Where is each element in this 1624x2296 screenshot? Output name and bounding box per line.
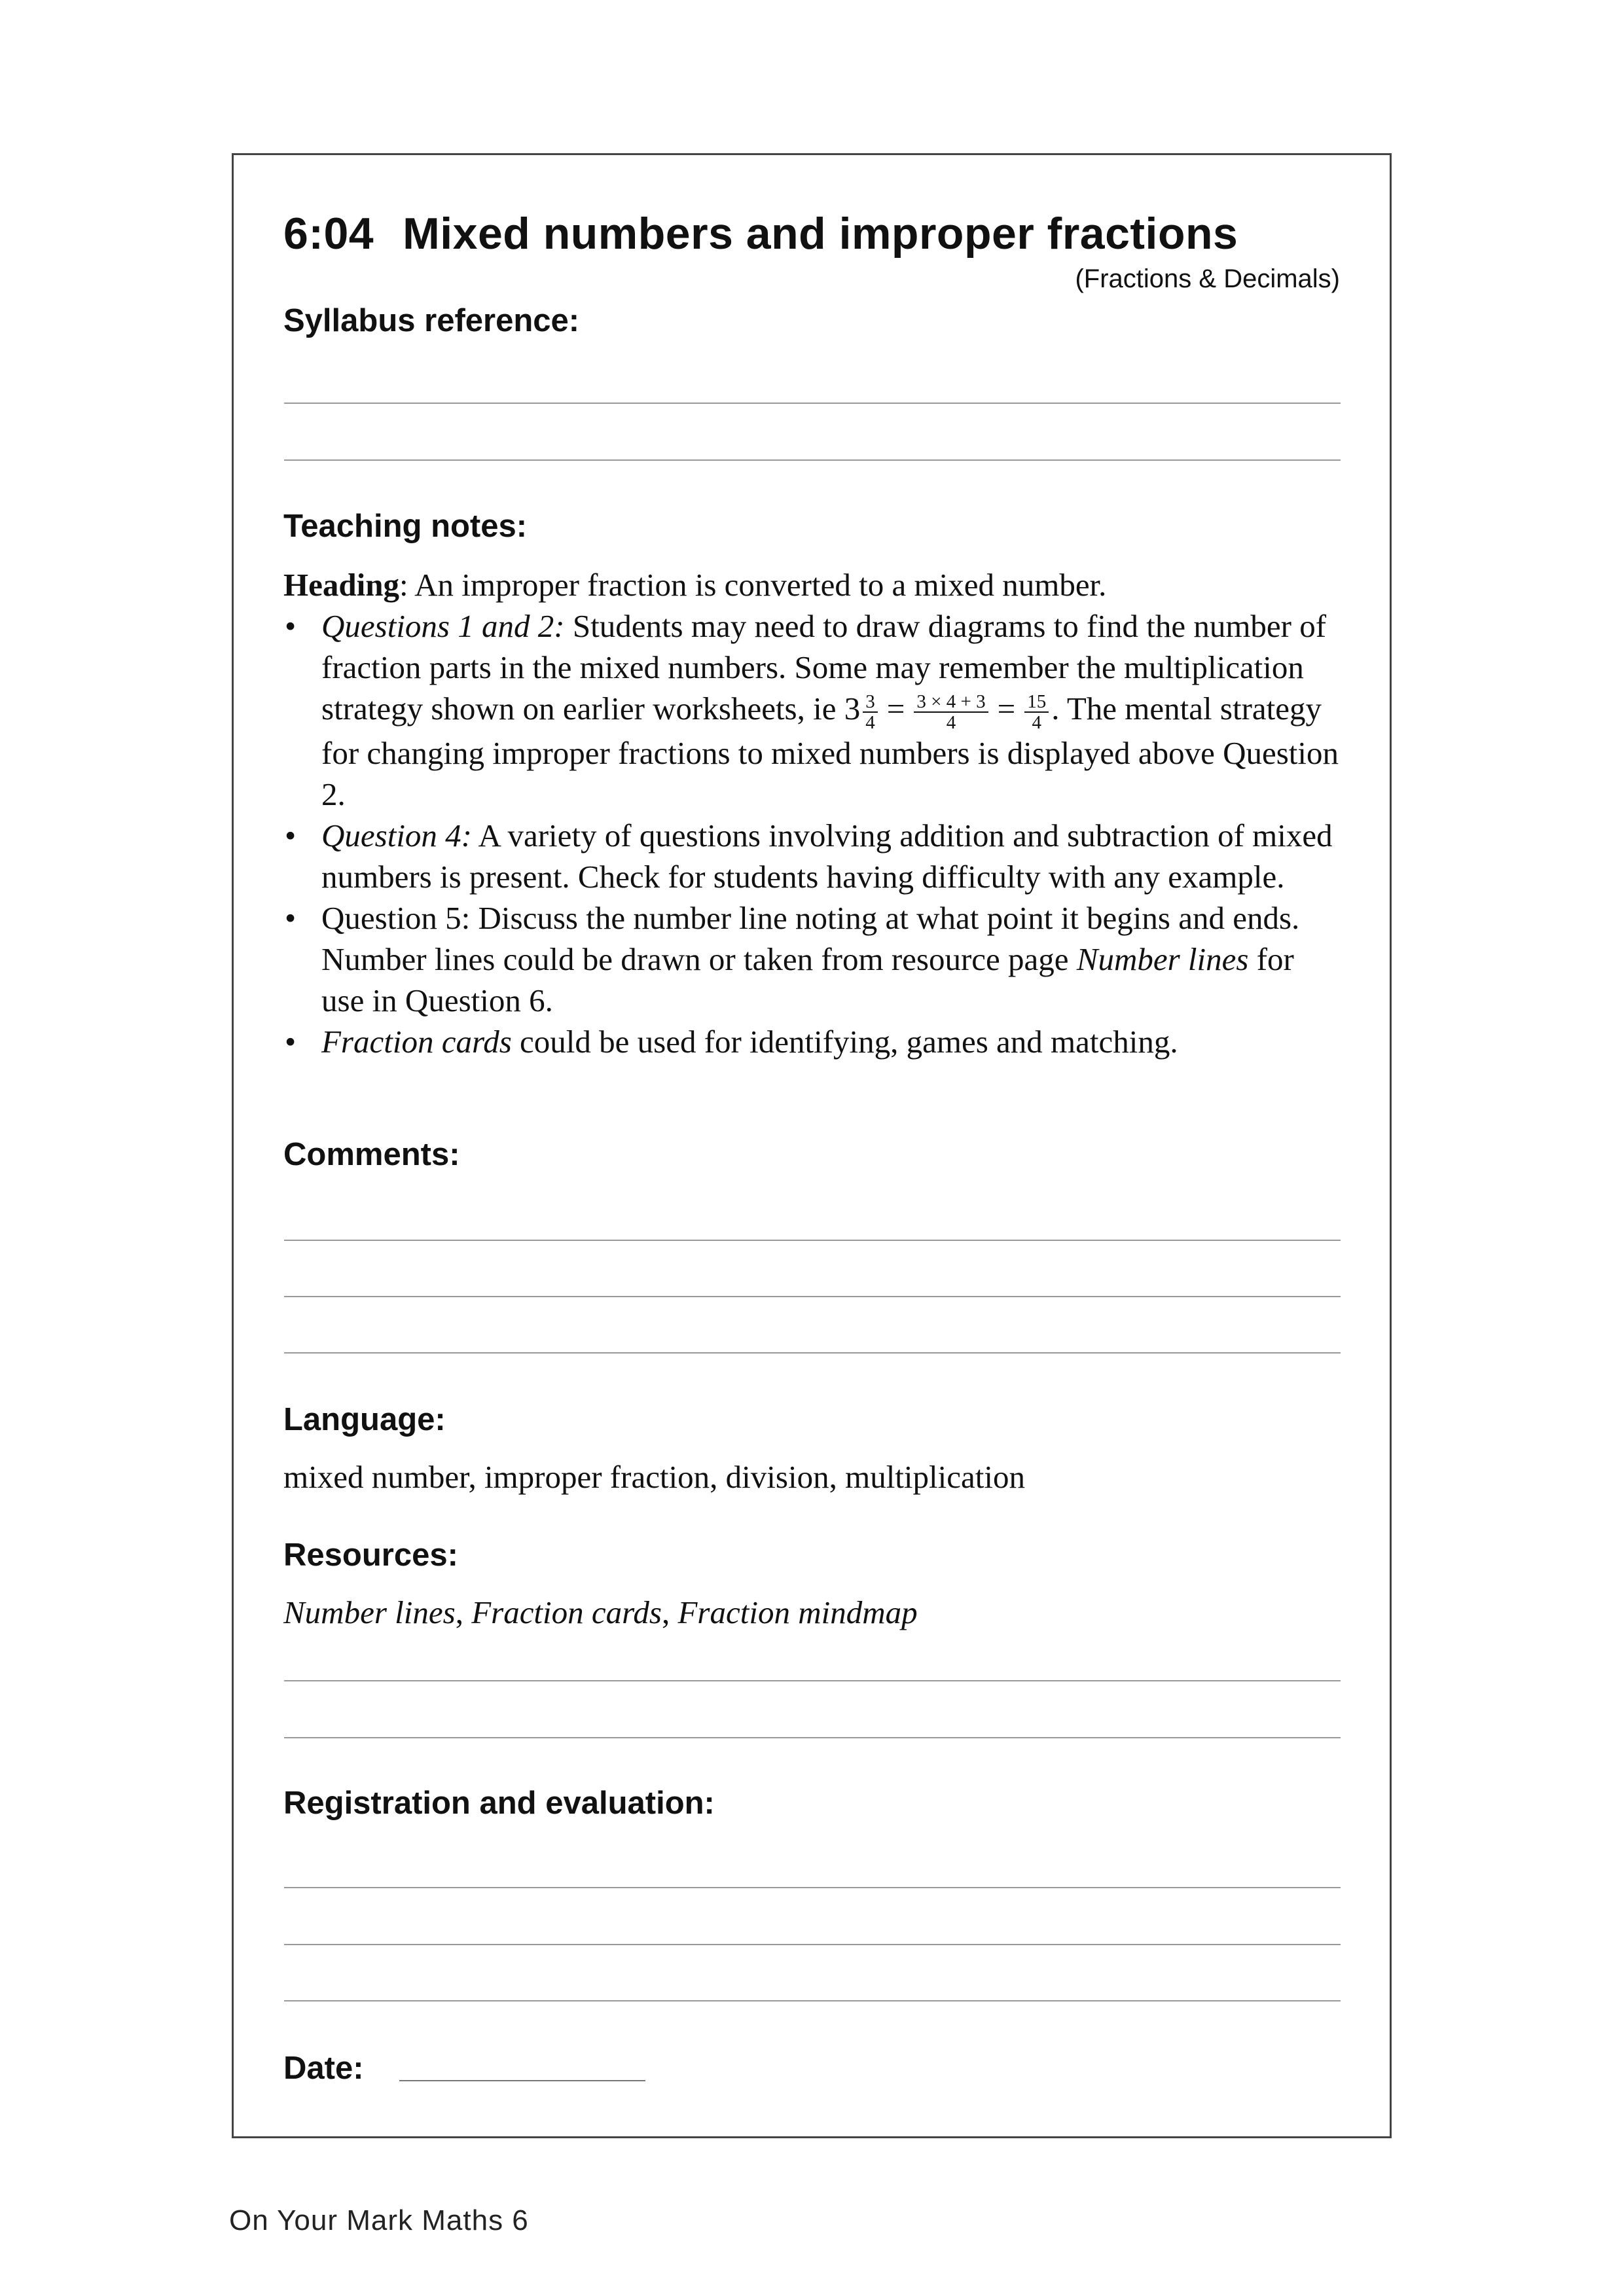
note-q12-text-b: . The mental strategy for changing improper fractions to mixed numbers is displayed above Question 2. xyxy=(321,691,1339,812)
resources-line-2 xyxy=(284,1737,1341,1738)
fraction-three-quarters xyxy=(863,692,878,732)
note-q4-label: Question 4: xyxy=(321,817,472,853)
note-q4-text: A variety of questions involving addition and subtraction of mixed numbers is present. Check for students having difficulty with any example. xyxy=(321,817,1333,895)
resources-list xyxy=(283,1592,1341,1633)
heading-note-text: : An improper fraction is converted to a mixed number. xyxy=(399,567,1107,603)
heading-note xyxy=(283,564,1341,605)
resource-fraction-mindmap: Fraction mindmap xyxy=(677,1594,918,1630)
strand-label: (Fractions & Decimals) xyxy=(1075,264,1340,293)
fraction-fifteen-quarters xyxy=(1024,692,1049,732)
note-fc-resource: Fraction cards xyxy=(321,1023,512,1060)
equals-sign: = xyxy=(886,691,905,726)
note-q5-text-b: for use in Question 6. xyxy=(321,941,1294,1018)
fraction-denominator: 4 xyxy=(946,711,956,733)
equals-sign: = xyxy=(997,691,1016,726)
syllabus-heading: Syllabus reference: xyxy=(283,303,580,338)
date-line xyxy=(399,2080,645,2081)
note-fraction-cards xyxy=(283,1021,1341,1062)
footer-text: On Your Mark Maths 6 xyxy=(229,2204,529,2236)
fraction-numerator: 3 × 4 + 3 xyxy=(914,692,988,713)
note-q12-label: Questions 1 and 2: xyxy=(321,608,565,644)
teaching-notes-heading: Teaching notes: xyxy=(283,509,528,544)
registration-line-1 xyxy=(284,1887,1341,1888)
resource-separator: , xyxy=(661,1594,678,1630)
fraction-denominator: 4 xyxy=(1032,711,1041,733)
resources-heading: Resources: xyxy=(283,1537,458,1573)
registration-heading: Registration and evaluation: xyxy=(283,1785,715,1821)
note-questions-1-2 xyxy=(283,605,1341,815)
comments-line-2 xyxy=(284,1296,1341,1297)
note-fc-text: could be used for identifying, games and matching. xyxy=(511,1023,1178,1060)
worksheet-title: Mixed numbers and improper fractions xyxy=(403,209,1238,259)
heading-note-label: Heading xyxy=(283,567,399,603)
date-label: Date: xyxy=(283,2051,364,2086)
fraction-numerator: 3 xyxy=(863,692,878,713)
comments-line-1 xyxy=(284,1240,1341,1241)
comments-heading: Comments: xyxy=(283,1137,460,1172)
resource-number-lines: Number lines xyxy=(283,1594,456,1630)
syllabus-line-1 xyxy=(284,403,1341,404)
resource-fraction-cards: Fraction cards xyxy=(471,1594,662,1630)
note-q5-resource: Number lines xyxy=(1076,941,1249,977)
note-question-4 xyxy=(283,815,1341,897)
registration-line-3 xyxy=(284,2000,1341,2001)
teaching-notes-list xyxy=(283,605,1341,1062)
page-title xyxy=(283,208,1238,259)
note-q12-text-a: Students may need to draw diagrams to find the number of fraction parts in the mixed numbers. Some may remember the multiplication strategy shown on earlier worksheets, ie 3 xyxy=(321,608,1327,726)
resources-line-1 xyxy=(284,1680,1341,1681)
syllabus-line-2 xyxy=(284,459,1341,461)
fraction-numerator: 15 xyxy=(1024,692,1049,713)
note-q5-text-a: Question 5: Discuss the number line noting at what point it begins and ends. Number lines could be drawn or taken from resource page xyxy=(321,899,1300,977)
worksheet-number: 6:04 xyxy=(283,209,374,259)
note-question-5 xyxy=(283,897,1341,1021)
language-heading: Language: xyxy=(283,1402,446,1437)
language-text: mixed number, improper fraction, division, multiplication xyxy=(283,1459,1025,1495)
fraction-expression xyxy=(914,692,988,732)
registration-line-2 xyxy=(284,1944,1341,1945)
teaching-notes-body xyxy=(283,564,1341,1062)
fraction-denominator: 4 xyxy=(865,711,875,733)
resource-separator: , xyxy=(455,1594,472,1630)
comments-line-3 xyxy=(284,1352,1341,1354)
